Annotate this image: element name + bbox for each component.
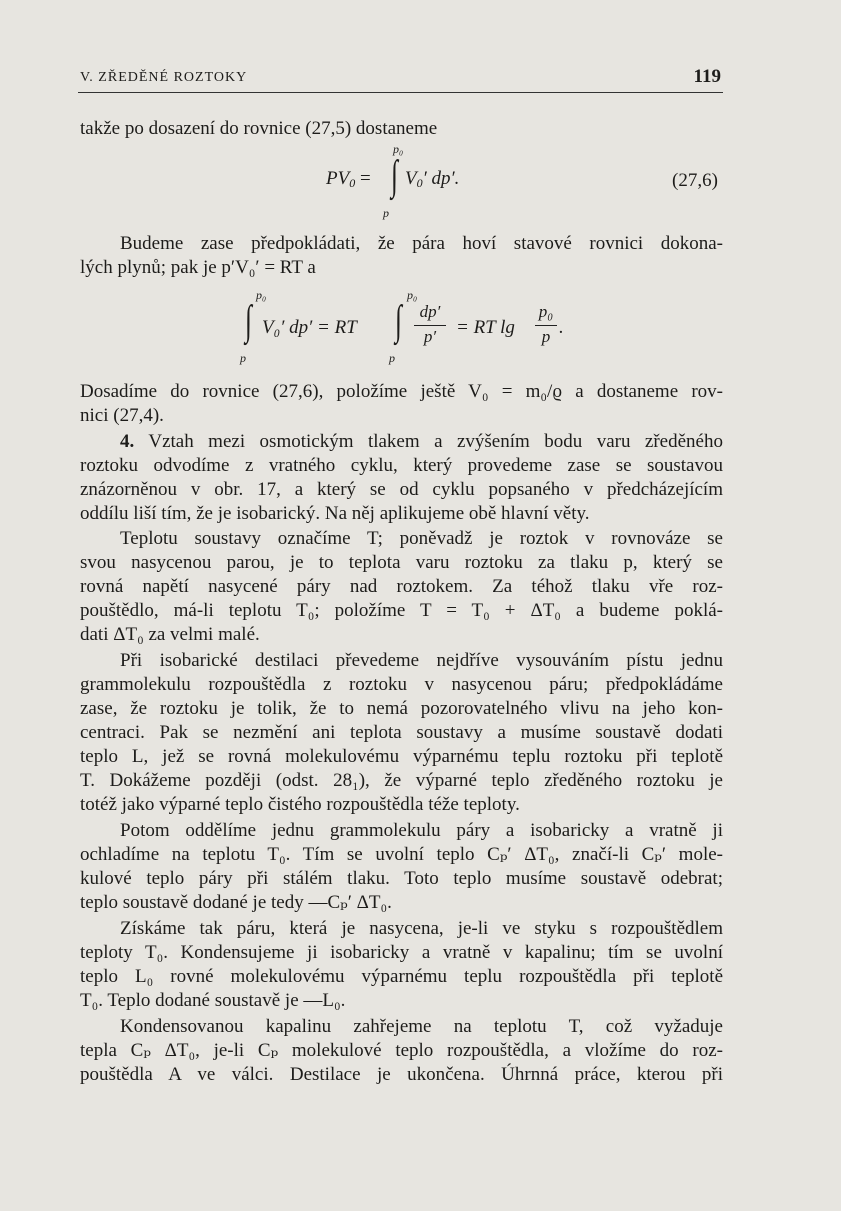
integral-sign-2: ∫	[395, 298, 402, 344]
paragraph-ziskame-line3: teplo L₀ rovné molekulovému výparnému teplu rozpouštědla při teplotě	[80, 966, 723, 987]
eq1-integrand-rest: ′ dp′.	[422, 168, 460, 189]
section-4-line2: roztoku odvodíme z vratného cyklu, který provedeme zase se soustavou	[80, 455, 723, 476]
paragraph-destilaci-line4: centraci. Pak se nezmění ani teplota soustavy a musíme soustavě dodati	[80, 722, 723, 743]
eq2-frac2-bar	[535, 325, 557, 326]
eq1-integrand-sub: 0	[416, 176, 423, 190]
section-4-line4: oddílu liší tím, že je isobarický. Na něj aplikujeme obě hlavní věty.	[80, 503, 590, 524]
paragraph-teplotu-line1: Teplotu soustavy označíme T; poněvadž je roztok v rovnováze se	[120, 528, 723, 549]
paragraph-teplotu-line3: rovná napětí nasycené páry nad roztokem. Za téhož tlaku vře roz-	[80, 576, 723, 597]
chapter-title: V. ZŘEDĚNÉ ROZTOKY	[80, 70, 248, 85]
eq2-int1-upper: p₀	[256, 288, 267, 302]
paragraph-budeme-line2: lých plynů; pak je p′V₀′ = RT a	[80, 257, 316, 278]
paragraph-potom-line4: teplo soustavě dodané je tedy —Cₚ′ ΔT₀.	[80, 892, 392, 913]
section-number: 4.	[120, 431, 135, 452]
paragraph-potom-line3: kulové teplo páry při stálém tlaku. Toto teplo musíme soustavě odebrat;	[80, 868, 723, 889]
paragraph-potom-line1: Potom oddělíme jednu grammolekulu páry a isobaricky a vratně ji	[120, 820, 723, 841]
paragraph-teplotu-line4: pouštědlo, má-li teplotu T₀; položíme T = T₀ + ΔT₀ a budeme poklá-	[80, 600, 723, 621]
section-4-line3: znázorněnou v obr. 17, a který se od cyklu popsaného v předcházejícím	[80, 479, 723, 500]
section-4-line1	[80, 430, 723, 454]
running-header	[80, 66, 721, 90]
eq1-upper-limit: p₀	[393, 142, 404, 156]
eq1-lhs	[326, 168, 371, 191]
paragraph-dosadime-line2: nici (27,4).	[80, 405, 164, 426]
eq2-frac2-denominator: p	[541, 327, 551, 346]
eq2-frac-bar	[414, 325, 446, 326]
eq2-frac-denominator: p′	[423, 327, 437, 346]
paragraph-intro: takže po dosazení do rovnice (27,5) dostaneme	[80, 118, 438, 139]
eq1-lower-limit: p	[383, 206, 389, 220]
paragraph-kondensovanou-line3: pouštědla A ve válci. Destilace je ukončena. Úhrnná práce, kterou při	[80, 1064, 723, 1085]
page-number: 119	[693, 66, 721, 87]
paragraph-destilaci-line7: totéž jako výparné teplo čistého rozpouštědla téže teploty.	[80, 794, 520, 815]
eq2-int1-integrand: V₀′ dp′ = RT	[262, 317, 357, 338]
eq2-int1-lower: p	[240, 351, 246, 365]
header-rule	[78, 92, 723, 93]
eq1-equals: =	[355, 168, 371, 189]
equation-number: (27,6)	[672, 170, 718, 191]
paragraph-ziskame-line1: Získáme tak páru, která je nasycena, je-li ve styku s rozpouštědlem	[120, 918, 723, 939]
paragraph-destilaci-line2: grammolekulu rozpouštědla z roztoku v nasycenou páru; předpokládáme	[80, 674, 723, 695]
eq1-integrand-symbol: V	[405, 168, 417, 189]
eq2-end: .	[559, 317, 564, 338]
eq1-integrand	[405, 168, 459, 191]
paragraph-destilaci-line6: T. Dokážeme později (odst. 28₁), že výparné teplo zředěného roztoku je	[80, 770, 723, 791]
paragraph-destilaci-line5: teplo L, jež se rovná molekulovému výparnému teplu roztoku při teplotě	[80, 746, 723, 767]
integral-sign-1: ∫	[245, 298, 252, 344]
paragraph-potom-line2: ochladíme na teplotu T₀. Tím se uvolní teplo Cₚ′ ΔT₀, značí-li Cₚ′ mole-	[80, 844, 723, 865]
paragraph-destilaci-line1: Při isobarické destilaci převedeme nejdříve vysouváním pístu jednu	[120, 650, 723, 671]
paragraph-teplotu-line2: svou nasycenou parou, je to teplota varu roztoku za tlaku p, který se	[80, 552, 723, 573]
paragraph-dosadime-line1: Dosadíme do rovnice (27,6), položíme ještě V₀ = m₀/ϱ a dostaneme rov-	[80, 381, 723, 402]
paragraph-kondensovanou-line1: Kondensovanou kapalinu zahřejeme na teplotu T, což vyžaduje	[120, 1016, 723, 1037]
paragraph-teplotu-line5: dati ΔT₀ za velmi malé.	[80, 624, 260, 645]
section-4-line1-text: Vztah mezi osmotickým tlakem a zvýšením bodu varu zředěného	[148, 431, 723, 452]
paragraph-destilaci-line3: zase, že roztoku je tolik, že to nemá pozorovatelného vlivu na jeho kon-	[80, 698, 723, 719]
paragraph-ziskame-line4: T₀. Teplo dodané soustavě je —L₀.	[80, 990, 346, 1011]
eq1-lhs-symbol: PV	[326, 168, 350, 189]
eq2-frac-numerator: dp′	[419, 302, 441, 321]
integral-sign: ∫	[391, 153, 398, 199]
eq2-middle: = RT lg	[456, 317, 515, 338]
eq2-int2-lower: p	[389, 351, 395, 365]
eq2-frac2-numerator: p₀	[538, 302, 554, 321]
paragraph-kondensovanou-line2: tepla Cₚ ΔT₀, je-li Cₚ molekulové teplo rozpouštědla, a vložíme do roz-	[80, 1040, 723, 1061]
eq1-lhs-sub: 0	[349, 176, 356, 190]
eq2-int2-upper: p₀	[407, 288, 418, 302]
paragraph-budeme-line1: Budeme zase předpokládati, že pára hoví stavové rovnici dokona-	[120, 233, 723, 254]
paragraph-ziskame-line2: teploty T₀. Kondensujeme ji isobaricky a vratně v kapalinu; tím se uvolní	[80, 942, 723, 963]
